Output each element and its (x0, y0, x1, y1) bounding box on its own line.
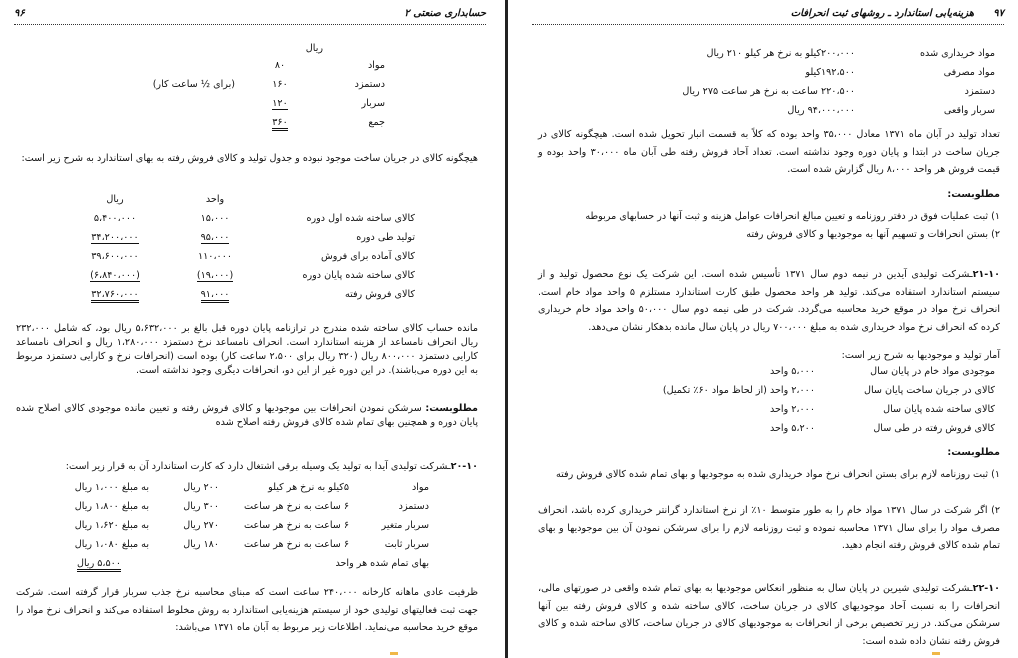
problem-20-intro: ۲۰-۱۰ـشرکت تولیدی آیدا به تولید یک وسیله برقی اشتغال دارد که کارت استاندارد آن به قرار زیر است: (65, 461, 478, 472)
stats-intro: آمار تولید و موجودیها به شرح زیر است: (841, 350, 1000, 361)
required-paragraph: مطلوبست: سرشکن نمودن انحرافات بین موجودیها و کالای فروش رفته و تعیین مانده موجودی کالای اصلاح شده پایان دوره و همچنین بهای تمام شده کالای فروش رفته اصلاح شده (16, 403, 478, 428)
required-label: مطلوبست: (947, 189, 1000, 200)
left-page-header (14, 8, 486, 25)
required-item: ۱) ثبت عملیات فوق در دفتر روزنامه و تعیین مبالغ انحرافات عوامل هزینه و ثبت آنها در حسابهای مربوطه (585, 211, 1000, 222)
table-row: سربار ۱۲۰ (272, 98, 385, 109)
required-item: ۱) ثبت روزنامه لازم برای بستن انحراف نرخ مواد خریداری شده به موجودیها و بهای تمام شده کالای فروش رفته (555, 469, 1000, 480)
table-row: سربار واقعی ۹۴،۰۰۰،۰۰۰ ریال (787, 105, 995, 116)
right-page (518, 0, 1018, 658)
table-row: کالای در جریان ساخت پایان سال ۲،۰۰۰ واحد (از لحاظ مواد ۶۰٪ تکمیل) (662, 385, 995, 396)
page-number: ۹۷ (993, 8, 1004, 19)
table-row: سربار ثابت ۶ ساعت به نرخ هر ساعت ۱۸۰ ریال به مبلغ ۱،۰۸۰ ریال (74, 539, 429, 550)
table-row: مواد ۸۰ (274, 60, 385, 71)
paragraph: هیچگونه کالای در جریان ساخت موجود نبوده و جدول تولید و کالای فروش رفته به بهای استاندارد به شرح زیر است: (21, 153, 478, 164)
table-row: مواد خریداری شده ۲۰۰،۰۰۰کیلو به نرخ هر کیلو ۲۱۰ ریال (706, 48, 995, 59)
table-row: دستمزد ۱۶۰ (برای ½ ساعت کار) (152, 79, 385, 90)
page-number: ۹۶ (14, 8, 25, 19)
highlight-mark (932, 652, 940, 655)
problem-number: ۲۰-۱۰ (450, 461, 478, 472)
required-label: مطلوبست: (947, 447, 1000, 458)
table-row: کالای ساخته شده پایان دوره (۱۹،۰۰۰) (۶،۸۴۰،۰۰۰) (90, 270, 415, 281)
table-row: کالای آماده برای فروش ۱۱۰،۰۰۰ ۳۹،۶۰۰،۰۰۰ (91, 251, 415, 262)
running-title: هزینه‌یابی استاندارد ـ روشهای ثبت انحرافات (790, 8, 974, 19)
table-row: مواد ۵کیلو به نرخ هر کیلو ۲۰۰ ریال به مبلغ ۱،۰۰۰ ریال (74, 482, 429, 493)
highlight-mark (390, 652, 398, 655)
table-row: موجودی مواد خام در پایان سال ۵،۰۰۰ واحد (769, 366, 995, 377)
production-stats-table (658, 362, 1000, 438)
table-row: جمع ۳۶۰ (148, 113, 390, 132)
table-row: مواد مصرفی ۱۹۲،۵۰۰کیلو (805, 67, 995, 78)
table-row: دستمزد ۶ ساعت به نرخ هر ساعت ۳۰۰ ریال به مبلغ ۱،۸۰۰ ریال (74, 501, 429, 512)
paragraph: ظرفیت عادی ماهانه کارخانه ۲۴۰،۰۰۰ ساعت است که مبنای محاسبه نرخ جذب سربار قرار گرفته است. شرکت جهت ثبت فعالیتهای تولیدی خود از سیستم هزینه‌یابی استاندارد به روش مخلوط استفاده می‌کند و انحراف نرخ مواد را موقع خرید محاسبه می‌نماید. اطلاعات زیر مربوط به آبان ماه ۱۳۷۱ می‌باشد: (16, 587, 479, 633)
problem-22-text: ۲۲-۱۰ـشرکت تولیدی شیرین در پایان سال به منظور انعکاس موجودیها به بهای تمام شده واقعی در صورتهای مالی، انحرافات را به نسبت آحاد موجودیهای کالای در جریان ساخت، کالای ساخته شده و کالای فروش رفته بین آنها سرشکن می‌کند. در زیر تخصیص برخی از انحرافات به موجودیهای کالای در جریان ساخت، کالای ساخته شده و کالای فروش رفته نشان داده شده است: (538, 583, 1000, 647)
cost-unit-header: ریال (305, 43, 323, 54)
required-label: مطلوبست: (425, 403, 478, 414)
table-row: بهای تمام شده هر واحد ۵،۵۰۰ ریال (44, 554, 434, 573)
left-page (0, 0, 500, 658)
problem-21-text: ۲۱-۱۰ـشرکت تولیدی آیدین در نیمه دوم سال ۱۳۷۱ تأسیس شده است. این شرکت یک نوع محصول تولید و از سیستم استاندارد استفاده می‌کند. تولید هر واحد محصول طبق کارت استاندارد مستلزم ۵ واحد مواد خام است. انحراف نرخ مواد در موقع خرید محاسبه می‌گردد. شرکت در طی نیمه دوم سال ۵۰،۰۰۰ واحد مواد خام خریداری کرده که انحراف نرخ مواد خریداری شده به مبلغ ۷۰۰،۰۰۰ ریال در پایان سال مانده بدهکار نشان می‌دهد. (538, 269, 1001, 333)
paragraph: مانده حساب کالای ساخته شده مندرج در ترازنامه پایان دوره قبل بالغ بر ۵،۶۳۲،۰۰۰ ریال بود، که شامل ۲۳۲،۰۰۰ ریال انحراف نامساعد از هزینه استاندارد است. انحراف نامساعد نرخ دستمزد ۱،۲۸۰،۰۰۰ ریال و انحراف نامساعد کارایی دستمزد ۸۰۰،۰۰۰ ریال (۳۲۰ ریال برای ۲،۵۰۰ ساعت کار) بوده است (انحرافات نرخ و کارایی دستمزد مربوط به این دوره می‌باشند). در این دوره غیر از این دو، انحرافات دیگری وجود نداشته است. (16, 323, 478, 376)
table-row: کالای فروش رفته در طی سال ۵،۲۰۰ واحد (769, 423, 995, 434)
paragraph: تعداد تولید در آبان ماه ۱۳۷۱ معادل ۳۵،۰۰۰ واحد بوده که کلاً به قسمت انبار تحویل شده است. هیچگونه کالای در جریان ساخت در ابتدا و پایان دوره وجود نداشته است. تعداد آحاد فروش رفته طی آبان ماه ۳۰،۰۰۰ واحد بوده و قیمت فروش هر واحد ۸،۰۰۰ ریال گزارش شده است. (538, 129, 1000, 175)
table-header-row: واحد ریال (106, 194, 225, 205)
required-item: ۲) اگر شرکت در سال ۱۳۷۱ مواد خام را به طور متوسط ۱۰٪ از نرخ استاندارد گرانتر خریداری کرده باشد، انحراف مصرف مواد را برای سال ۱۳۷۱ محاسبه نموده و ثبت روزنامه لازم را برای سرشکن نمودن آن بین موجودیها و بهای تمام شده کالای فروش رفته انجام دهید. (538, 505, 1000, 551)
standard-card-table (44, 478, 434, 573)
inventory-table (60, 190, 420, 304)
table-row: کالای ساخته شده پایان سال ۲،۰۰۰ واحد (769, 404, 995, 415)
table-row: سربار متغیر ۶ ساعت به نرخ هر ساعت ۲۷۰ ریال به مبلغ ۱،۶۲۰ ریال (74, 520, 429, 531)
table-row: تولید طی دوره ۹۵،۰۰۰ ۳۴،۲۰۰،۰۰۰ (91, 232, 415, 243)
purchase-data-table (677, 44, 1000, 120)
page-divider (505, 0, 508, 658)
running-title: حسابداری صنعتی ۲ (404, 8, 486, 19)
table-row: دستمزد ۲۲۰،۵۰۰ ساعت به نرخ هر ساعت ۲۷۵ ریال (682, 86, 995, 97)
table-row: کالای فروش رفته ۹۱،۰۰۰ ۳۲،۷۶۰،۰۰۰ (60, 285, 420, 304)
required-item: ۲) بستن انحرافات و تسهیم آنها به موجودیها و کالای فروش رفته (746, 229, 1000, 240)
problem-number: ۲۱-۱۰ (972, 269, 1000, 280)
standard-cost-table (148, 56, 390, 132)
problem-number: ۲۲-۱۰ (972, 583, 1000, 594)
table-row: کالای ساخته شده اول دوره ۱۵،۰۰۰ ۵،۴۰۰،۰۰۰ (93, 213, 415, 224)
right-page-header (532, 8, 1004, 25)
